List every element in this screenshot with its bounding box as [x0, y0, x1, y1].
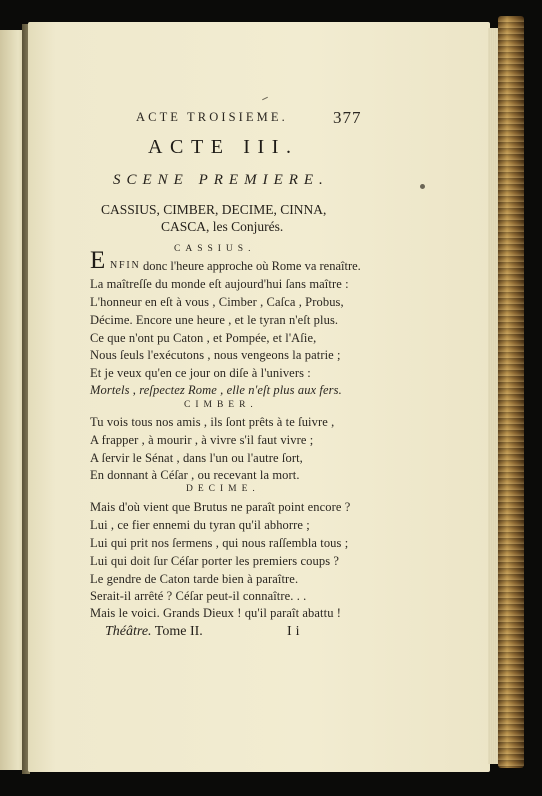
- drop-cap: E: [90, 247, 106, 274]
- paper-speck: [420, 184, 425, 189]
- verse-line: L'honneur en eſt à vous , Cimber , Caſca , Probus,: [90, 295, 344, 309]
- cast-line: CASCA, les Conjurés.: [161, 219, 284, 234]
- page-edges: [488, 28, 498, 764]
- speaker-cassius: CASSIUS.: [174, 244, 256, 254]
- speaker-cimber: CIMBER.: [184, 400, 258, 410]
- verse-line: donc l'heure approche où Rome va renaître.: [143, 259, 361, 273]
- book-binding: [498, 16, 524, 768]
- verse-line: En donnant à Céſar , ou recevant la mort.: [90, 468, 300, 482]
- running-head: ACTE TROISIEME.: [136, 110, 288, 124]
- verse-line: A frapper , à mourir , à vivre s'il faut vivre ;: [90, 433, 314, 447]
- footer-work-title: Théâtre.: [105, 624, 152, 639]
- scene-title: SCENE PREMIERE.: [113, 172, 329, 188]
- verse-line: Serait-il arrêté ? Céſar peut-il connaître. . .: [90, 589, 307, 603]
- verse-line: Le gendre de Caton tarde bien à paraître.: [90, 572, 299, 586]
- signature-mark: Ii: [287, 624, 304, 639]
- cast-line: CASSIUS, CIMBER, DECIME, CINNA,: [101, 202, 327, 217]
- footer-title: [105, 624, 203, 640]
- verse-line: La maîtreſſe du monde eſt aujourd'hui ſans maître :: [90, 277, 349, 291]
- verse-line: Décime. Encore une heure , et le tyran n'eſt plus.: [90, 313, 339, 327]
- first-word-small-caps: NFIN: [110, 260, 141, 271]
- verse-line: A ſervir le Sénat , dans l'un ou l'autre ſort,: [90, 451, 303, 465]
- speaker-decime: DECIME.: [186, 484, 260, 494]
- verse-line: Lui , ce fier ennemi du tyran qu'il abhorre ;: [90, 518, 310, 532]
- verse-line: Mortels , reſpectez Rome , elle n'eſt plus aux fers.: [90, 383, 342, 397]
- verse-line: Mais le voici. Grands Dieux ! qu'il paraît abattu !: [90, 606, 342, 620]
- verse-line: Et je veux qu'en ce jour on diſe à l'univers :: [90, 366, 311, 380]
- verse-line: Lui qui doit ſur Céſar porter les premiers coups ?: [90, 554, 340, 568]
- verse-line: Mais d'où vient que Brutus ne paraît point encore ?: [90, 500, 351, 514]
- act-title: ACTE III.: [148, 136, 299, 158]
- verse-line: Ce que n'ont pu Caton , et Pompée, et l'Aſie,: [90, 331, 317, 345]
- verse-line: Tu vois tous nos amis , ils ſont prêts à te ſuivre ,: [90, 415, 335, 429]
- verse-line: Nous ſeuls l'exécutons , nous vengeons la patrie ;: [90, 348, 341, 362]
- footer-volume: Tome II.: [154, 624, 203, 639]
- verse-line: Lui qui prit nos ſermens , qui nous raſſembla tous ;: [90, 536, 349, 550]
- page-number: 377: [333, 108, 362, 127]
